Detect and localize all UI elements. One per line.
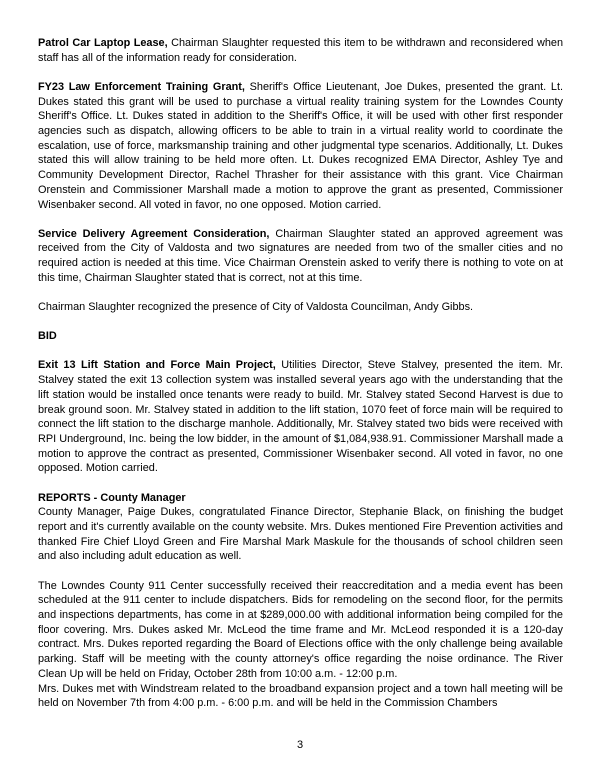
reports-heading: REPORTS - County Manager (38, 491, 186, 504)
patrol-car-text: Chairman Slaughter requested this item to be withdrawn and reconsidered when staff has all of the information ready for consideration. (38, 37, 563, 64)
exit13-text: Utilities Director, Steve Stalvey, presented the item. Mr. Stalvey stated the exit 13 collection system was installed several years ago with the understanding that the lift station would be installed once tenants were ready to build. Mr. Stalvey stated Second Harvest is due to break ground soon. Mr. Stalvey stated in addition to the lift station, 1070 feet of force main will be required to connect the lift station to the discharge manhole. Additionally, Mr. Stalvey stated two bids were received with RPI Underground, Inc. being the low bidder, in the amount of $1,084,938.91. Commissioner Marshall made a motion to approve the contract as presented, Commissioner Wisenbaker second. All voted in favor, no one opposed. Motion carried. (38, 359, 563, 475)
patrol-car-title: Patrol Car Laptop Lease, (38, 37, 168, 49)
exit13-item (38, 358, 563, 476)
page-number: 3 (296, 739, 304, 751)
bid-heading: BID (38, 330, 57, 343)
patrol-car-item (38, 36, 563, 65)
reports-paragraph-2: The Lowndes County 911 Center successfully received their reaccreditation and a media event has been scheduled at the 911 center to include dispatchers. Bids for remodeling on the second floor, for the permits and inspections departments, has come in at $289,000.00 with additional information being compiled for the floor covering. Mrs. Dukes asked Mr. McLeod the time frame and Mr. McLeod responded it is a 120-day contract. Mrs. Dukes reported regarding the Board of Elections office with the only challenge being available parking. Staff will be meeting with the county attorney's office regarding the noise ordinance. The River Clean Up will be held on Friday, October 28th from 10:00 a.m. - 12:00 p.m. (38, 579, 563, 680)
fy23-grant-text: Sheriff's Office Lieutenant, Joe Dukes, presented the grant. Lt. Dukes stated this grant will be used to purchase a virtual reality training system for the Lowndes County Sheriff's Office. Lt. Dukes stated in addition to the Sheriff's Office, it will be used with other first responder agencies such as dispatch, allowing officers to be able to train in a virtual reality world to coordinate the escalation, use of force, marksmanship training and other judgmental type scenarios. Additionally, Lt. Dukes stated this will allow training to be held more often. Lt. Dukes recognized EMA Director, Ashley Tye and Community Development Director, Rachel Thrasher for their assistance with this grant. Vice Chairman Orenstein and Commissioner Marshall made a motion to approve the grant as presented, Commissioner Wisenbaker second. All voted in favor, no one opposed. Motion carried. (38, 80, 563, 211)
service-delivery-item (38, 227, 563, 286)
fy23-grant-item (38, 80, 563, 212)
service-delivery-title: Service Delivery Agreement Consideration, (38, 227, 270, 240)
reports-paragraph-3: Mrs. Dukes met with Windstream related to the broadband expansion project and a town hall meeting will be held on November 7th from 4:00 p.m. - 6:00 p.m. and will be held in the Commission Chambers (38, 682, 563, 710)
service-delivery-text: Chairman Slaughter stated an approved agreement was received from the City of Valdosta and two signatures are needed from two of the smaller cities and no required action is needed at this time. Vice Chairman Orenstein asked to verify there is nothing to vote on at this time, Chairman Slaughter stated that is correct, not at this time. (38, 227, 563, 284)
reports-paragraph-1: County Manager, Paige Dukes, congratulated Finance Director, Stephanie Black, on finishing the budget report and it's currently available on the county website. Mrs. Dukes mentioned Fire Prevention activities and thanked Fire Chief Lloyd Green and Fire Marshal Mark Maskule for the thousands of school children seen and also including adult education as well. (38, 506, 563, 563)
exit13-title: Exit 13 Lift Station and Force Main Project, (38, 359, 276, 372)
recognition-paragraph: Chairman Slaughter recognized the presence of City of Valdosta Councilman, Andy Gibbs. (38, 301, 474, 314)
fy23-grant-title: FY23 Law Enforcement Training Grant, (38, 80, 245, 93)
document-page (38, 36, 563, 711)
